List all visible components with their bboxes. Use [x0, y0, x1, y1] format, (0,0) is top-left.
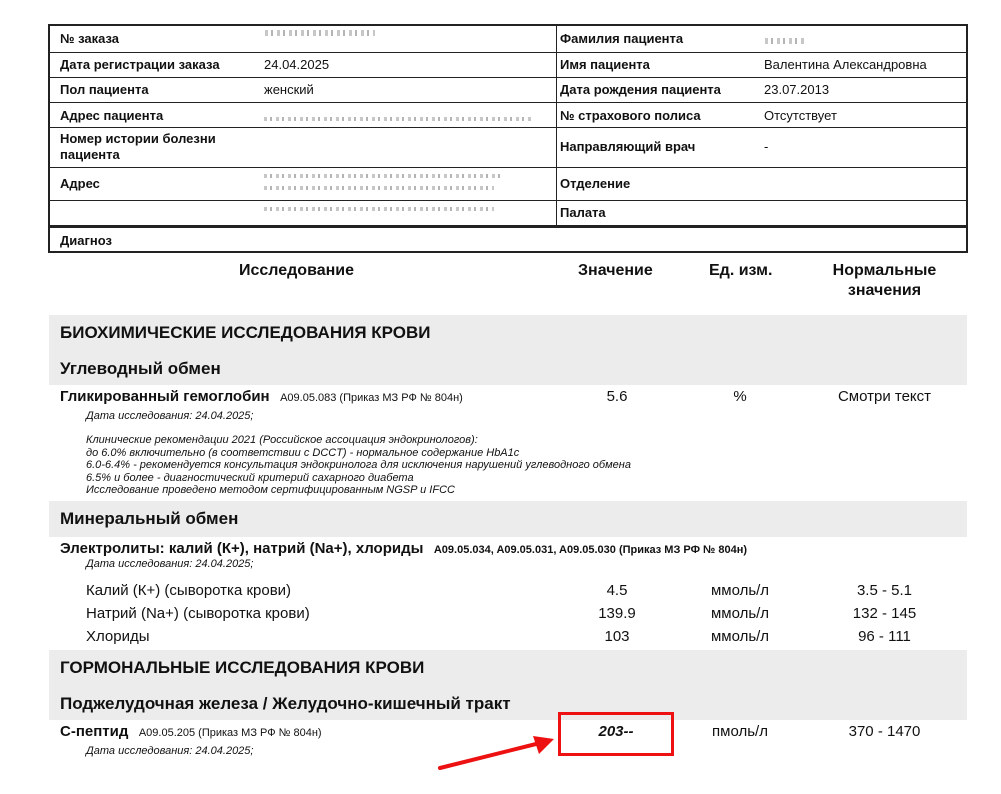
registration-date-value: 24.04.2025	[264, 57, 330, 72]
arrow-head	[533, 736, 554, 754]
cpeptide-test-row	[60, 723, 322, 741]
hba1c-normal: Смотри текст	[837, 388, 932, 405]
redacted-address-line-1	[264, 174, 504, 178]
address-label: Адрес	[60, 176, 100, 191]
row-department	[50, 167, 966, 200]
redacted-order-number	[265, 30, 375, 36]
potassium-normal: 3.5 - 5.1	[856, 582, 913, 599]
history-number-label: Номер истории болезни пациента	[60, 131, 216, 162]
ward-label: Палата	[560, 205, 606, 220]
hba1c-notes	[86, 434, 631, 497]
mineral-band	[49, 501, 967, 537]
hba1c-note-line: Клинические рекомендации 2021 (Российское ассоциация эндокринологов):	[86, 434, 478, 446]
electrolytes-test-row	[60, 540, 747, 558]
potassium-name: Калий (К+) (сыворотка крови)	[86, 582, 292, 599]
biochem-band	[49, 315, 967, 385]
hba1c-test-row	[60, 388, 463, 406]
redacted-surname	[765, 38, 805, 44]
chlorides-name: Хлориды	[86, 628, 150, 645]
column-header-normal	[812, 261, 957, 301]
sodium-name: Натрий (Na+) (сыворотка крови)	[86, 605, 310, 622]
sodium-normal: 132 - 145	[852, 605, 917, 622]
hba1c-value: 5.6	[606, 388, 628, 405]
column-header-study: Исследование	[239, 262, 354, 279]
order-number-label: № заказа	[60, 31, 120, 46]
carb-subsection-title: Углеводный обмен	[60, 359, 221, 378]
hormonal-section-title: ГОРМОНАЛЬНЫЕ ИССЛЕДОВАНИЯ КРОВИ	[60, 658, 425, 677]
column-header-normal-line1: Нормальные	[832, 262, 937, 279]
birth-date-value: 23.07.2013	[764, 82, 830, 97]
sex-label: Пол пациента	[60, 82, 149, 97]
mineral-subsection-title: Минеральный обмен	[60, 509, 239, 528]
patient-info-table	[48, 24, 968, 227]
redacted-patient-address	[264, 117, 534, 121]
department-label: Отделение	[560, 176, 631, 191]
name-value: Валентина Александровна	[764, 57, 927, 72]
pancreas-subsection-title: Поджелудочная железа / Желудочно-кишечный тракт	[60, 694, 511, 713]
biochem-section-title: БИОХИМИЧЕСКИЕ ИССЛЕДОВАНИЯ КРОВИ	[60, 323, 431, 342]
redacted-address-line-3	[264, 207, 494, 211]
registration-date-label: Дата регистрации заказа	[60, 57, 220, 72]
row-history	[50, 127, 966, 167]
cpeptide-normal: 370 - 1470	[848, 723, 921, 740]
sex-value: женский	[264, 82, 314, 97]
column-header-normal-line2: значения	[847, 282, 922, 299]
hba1c-name: Гликированный гемоглобин	[60, 388, 270, 405]
diagnosis-box	[48, 227, 968, 253]
cpeptide-date: Дата исследования: 24.04.2025;	[86, 745, 254, 757]
hba1c-unit: %	[733, 388, 747, 405]
hba1c-code: A09.05.083 (Приказ МЗ РФ № 804н)	[280, 392, 463, 404]
birth-date-label: Дата рождения пациента	[560, 82, 721, 97]
patient-address-label: Адрес пациента	[60, 108, 164, 123]
sodium-unit: ммоль/л	[710, 605, 770, 622]
insurance-label: № страхового полиса	[560, 108, 701, 123]
referring-doctor-label: Направляющий врач	[560, 139, 696, 154]
row-sex	[50, 77, 966, 102]
insurance-value: Отсутствует	[764, 108, 837, 123]
cpeptide-value: 203--	[598, 723, 634, 740]
row-ward	[50, 200, 966, 225]
redacted-address-line-2	[264, 186, 494, 190]
row-address	[50, 102, 966, 127]
hba1c-note-line: до 6.0% включительно (в соответствии с DCCT) - нормальное содержание HbA1c	[86, 446, 520, 459]
electrolytes-code: A09.05.034, A09.05.031, A09.05.030 (Приказ МЗ РФ № 804н)	[433, 544, 748, 556]
hba1c-date: Дата исследования: 24.04.2025;	[86, 410, 254, 422]
cpeptide-name: С-пептид	[60, 723, 129, 740]
potassium-unit: ммоль/л	[710, 582, 770, 599]
chlorides-normal: 96 - 111	[858, 628, 911, 645]
surname-label: Фамилия пациента	[560, 31, 684, 46]
cpeptide-code: A09.05.205 (Приказ МЗ РФ № 804н)	[138, 727, 322, 739]
hba1c-note-line: 6.5% и более - диагностический критерий сахарного диабета	[86, 471, 414, 484]
hba1c-note-line: Исследование проведено методом сертифицированным NGSP и IFCC	[86, 484, 455, 496]
row-order	[50, 26, 966, 52]
potassium-value: 4.5	[606, 582, 628, 599]
column-header-value: Значение	[578, 262, 653, 279]
red-arrow-annotation	[430, 730, 560, 775]
column-header-unit: Ед. изм.	[709, 262, 773, 279]
sodium-value: 139.9	[598, 605, 636, 622]
hba1c-note-line: 6.0-6.4% - рекомендуется консультация эндокринолога для исключения нарушений углеводного обмена	[86, 459, 631, 471]
electrolytes-name: Электролиты: калий (К+), натрий (Na+), хлориды	[60, 540, 424, 557]
chlorides-value: 103	[604, 628, 630, 645]
chlorides-unit: ммоль/л	[710, 628, 770, 645]
diagnosis-label: Диагноз	[60, 233, 112, 248]
arrow-shaft	[440, 743, 540, 768]
cpeptide-unit: пмоль/л	[712, 723, 768, 740]
hormonal-band	[49, 650, 967, 720]
name-label: Имя пациента	[560, 57, 650, 72]
referring-doctor-value: -	[764, 139, 769, 154]
row-registration	[50, 52, 966, 77]
electrolytes-date: Дата исследования: 24.04.2025;	[86, 558, 254, 570]
